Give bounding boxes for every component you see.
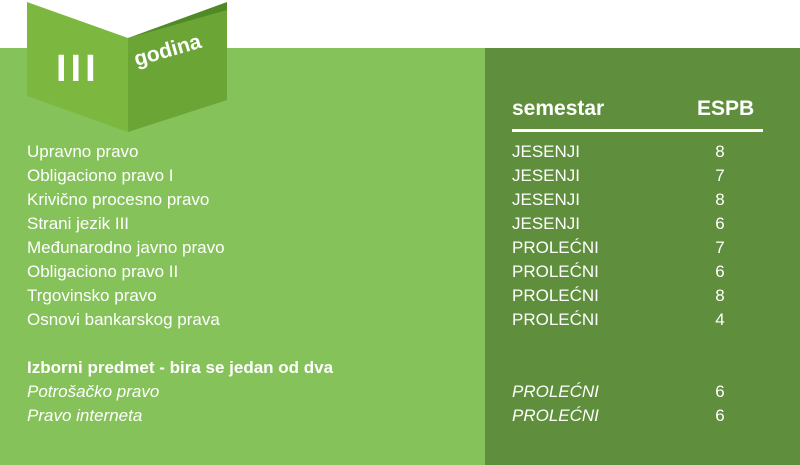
course-name: Obligaciono pravo II	[27, 262, 179, 281]
elective-semester: PROLEĆNI	[512, 382, 599, 401]
course-semester: JESENJI	[512, 190, 581, 209]
course-espb: 8	[715, 190, 725, 209]
espb-column-header: ESPB	[697, 97, 755, 120]
course-espb: 4	[715, 310, 725, 329]
course-name: Krivično procesno pravo	[27, 190, 210, 209]
course-row	[0, 308, 800, 332]
elective-row	[0, 380, 800, 404]
course-row	[0, 260, 800, 284]
course-semester: PROLEĆNI	[512, 262, 599, 281]
year-roman-numeral: III	[56, 48, 100, 90]
course-row	[0, 284, 800, 308]
course-espb: 8	[715, 142, 725, 161]
elective-semester: PROLEĆNI	[512, 406, 599, 425]
elective-name: Potrošačko pravo	[27, 382, 160, 401]
course-semester: PROLEĆNI	[512, 238, 599, 257]
course-semester: JESENJI	[512, 214, 581, 233]
elective-espb: 6	[715, 382, 725, 401]
open-book-icon	[0, 0, 240, 140]
course-espb: 6	[715, 214, 725, 233]
course-semester: JESENJI	[512, 166, 581, 185]
course-name: Upravno pravo	[27, 142, 139, 161]
course-row	[0, 164, 800, 188]
course-row	[0, 236, 800, 260]
course-name: Obligaciono pravo I	[27, 166, 174, 185]
course-espb: 6	[715, 262, 725, 281]
header-divider	[512, 129, 763, 132]
course-semester: JESENJI	[512, 142, 581, 161]
course-espb: 7	[715, 238, 725, 257]
course-espb: 7	[715, 166, 725, 185]
course-espb: 8	[715, 286, 725, 305]
course-name: Strani jezik III	[27, 214, 130, 233]
course-row	[0, 212, 800, 236]
course-name: Međunarodno javno pravo	[27, 238, 225, 257]
elective-title: Izborni predmet - bira se jedan od dva	[27, 358, 334, 377]
course-semester: PROLEĆNI	[512, 286, 599, 305]
course-semester: PROLEĆNI	[512, 310, 599, 329]
elective-name: Pravo interneta	[27, 406, 143, 425]
course-name: Trgovinsko pravo	[27, 286, 157, 305]
course-name: Osnovi bankarskog prava	[27, 310, 220, 329]
year-label: godina	[131, 29, 204, 72]
elective-row	[0, 404, 800, 428]
elective-espb: 6	[715, 406, 725, 425]
year-badge	[0, 0, 240, 140]
course-row	[0, 188, 800, 212]
course-row	[0, 140, 800, 164]
semester-column-header: semestar	[512, 97, 605, 120]
